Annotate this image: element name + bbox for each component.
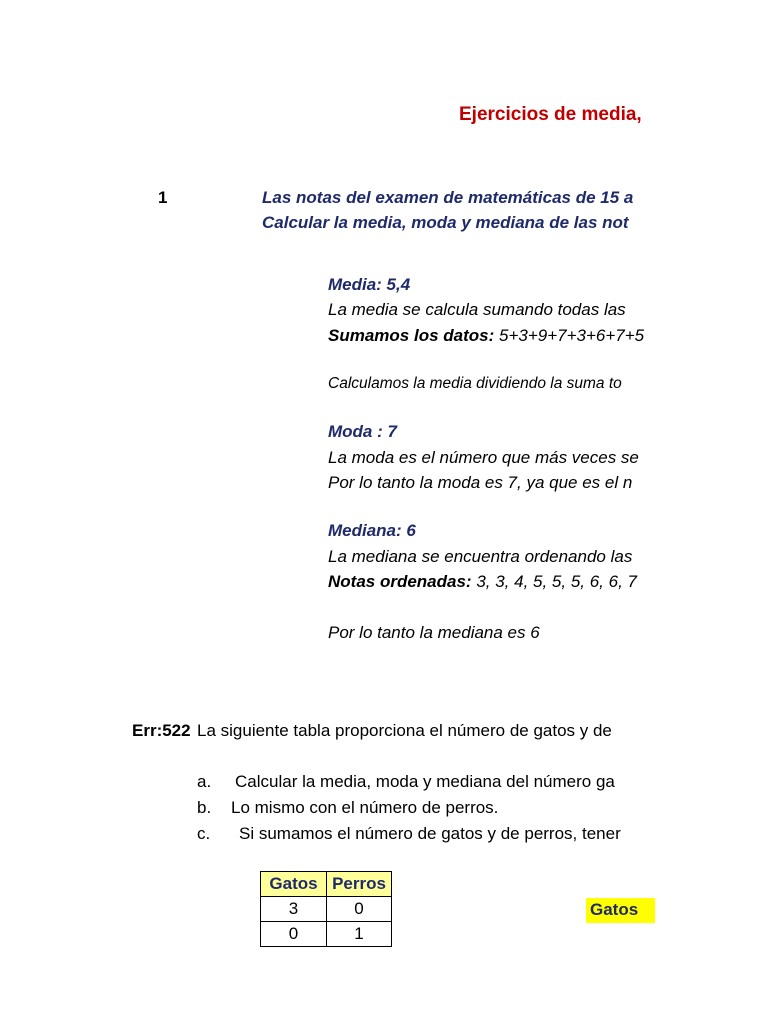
item-c-text: Si sumamos el número de gatos y de perros, tener [239, 824, 621, 843]
exercise-2-statement: La siguiente tabla proporciona el número de gatos y de [197, 721, 612, 740]
table-cell: 0 [327, 897, 392, 922]
item-a-text: Calcular la media, moda y mediana del número ga [235, 772, 615, 791]
document-title: Ejercicios de media, [459, 104, 642, 125]
mediana-line1: La mediana se encuentra ordenando las [328, 547, 633, 566]
exercise-1-statement-line1: Las notas del examen de matemáticas de 15 a [262, 188, 634, 207]
item-c-marker: c. [197, 824, 211, 843]
pets-table [260, 871, 392, 947]
table-cell: 1 [327, 922, 392, 947]
item-a-marker: a. [197, 772, 212, 791]
mediana-heading: Mediana: 6 [328, 521, 416, 540]
sorted-line [328, 572, 637, 592]
sum-line [328, 326, 644, 346]
sum-label: Sumamos los datos: [328, 326, 495, 345]
exercise-2-number: Err:522 [132, 721, 191, 740]
column-header-gatos: Gatos [261, 872, 327, 897]
media-division: Calculamos la media dividiendo la suma to [328, 375, 622, 392]
moda-line1: La moda es el número que más veces se [328, 448, 639, 467]
table-row [261, 922, 392, 947]
sorted-label: Notas ordenadas: [328, 572, 472, 591]
media-explanation: La media se calcula sumando todas las [328, 300, 626, 319]
moda-heading: Moda : 7 [328, 422, 397, 441]
table-cell: 0 [261, 922, 327, 947]
moda-line2: Por lo tanto la moda es 7, ya que es el n [328, 473, 633, 492]
table-header-row [261, 872, 392, 897]
sorted-values: 3, 3, 4, 5, 5, 5, 6, 6, 7 [471, 572, 637, 591]
sum-values: 5+3+9+7+3+6+7+5 [494, 326, 645, 345]
item-b-text: Lo mismo con el número de perros. [231, 798, 499, 817]
item-b-marker: b. [197, 798, 212, 817]
exercise-1-statement-line2: Calcular la media, moda y mediana de las not [262, 213, 629, 232]
media-heading: Media: 5,4 [328, 275, 411, 294]
exercise-1-number: 1 [158, 188, 168, 207]
table-row [261, 897, 392, 922]
highlighted-label: Gatos [590, 900, 639, 919]
mediana-conclusion: Por lo tanto la mediana es 6 [328, 623, 540, 642]
column-header-perros: Perros [327, 872, 392, 897]
table-cell: 3 [261, 897, 327, 922]
